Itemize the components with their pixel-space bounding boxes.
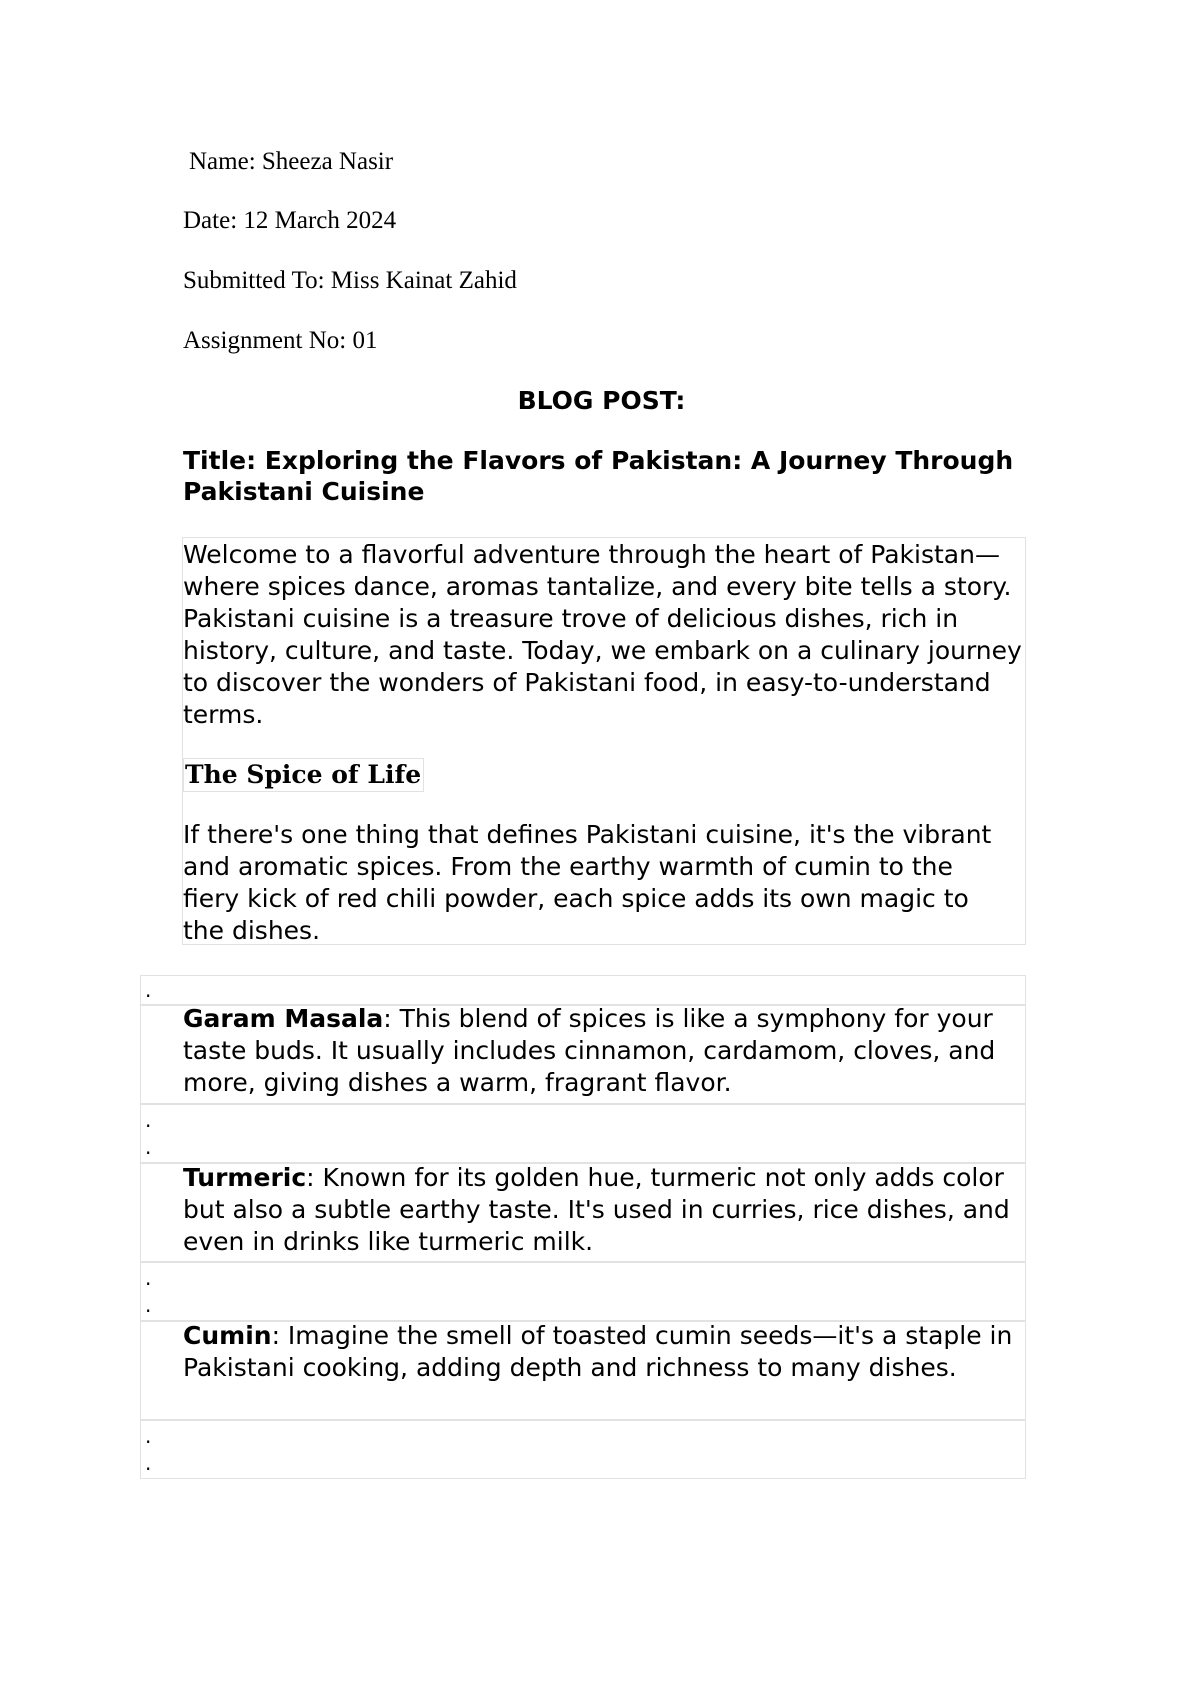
list-bullet: . xyxy=(145,1451,152,1475)
spice-term: Cumin xyxy=(183,1321,272,1350)
bullet-row-frame xyxy=(140,1262,1026,1321)
list-bullet: . xyxy=(145,1293,152,1317)
blog-post-title: Title: Exploring the Flavors of Pakistan: A Journey Through Pakistani Cuisine xyxy=(183,446,1014,506)
intro-paragraph: Welcome to a flavorful adventure through the heart of Pakistan—where spices dance, aromas tantalize, and every bite tells a story. Pakistani cuisine is a treasure trove of delicious dishes, rich in history, culture, and taste. Today, we embark on a culinary journey to discover the wonders of Pakistani food, in easy-to-understand terms. xyxy=(183,540,1022,729)
bullet-row-frame xyxy=(140,1420,1026,1479)
spice-description: : Known for its golden hue, turmeric not only adds color but also a subtle earthy taste. It's used in curries, rice dishes, and even in drinks like turmeric milk. xyxy=(183,1163,1010,1256)
list-item-cumin xyxy=(183,1320,1021,1384)
student-name: Name: Sheeza Nasir xyxy=(189,148,394,175)
spice-term: Garam Masala xyxy=(183,1004,384,1033)
list-bullet: . xyxy=(145,1108,152,1132)
list-bullet: . xyxy=(145,1266,152,1290)
list-bullet: . xyxy=(145,978,152,1002)
list-bullet: . xyxy=(145,1424,152,1448)
section-heading-spice-of-life: The Spice of Life xyxy=(183,758,424,792)
list-item-garam-masala xyxy=(183,1003,1021,1099)
blog-post-heading: BLOG POST: xyxy=(517,386,686,415)
spice-paragraph: If there's one thing that defines Pakistani cuisine, it's the vibrant and aromatic spices. From the earthy warmth of cumin to the fiery kick of red chili powder, each spice adds its own magic to the dishes. xyxy=(183,820,992,945)
list-item-turmeric xyxy=(183,1162,1021,1258)
assignment-number: Assignment No: 01 xyxy=(183,327,378,354)
submitted-to: Submitted To: Miss Kainat Zahid xyxy=(183,267,517,294)
submission-date: Date: 12 March 2024 xyxy=(183,207,397,234)
list-bullet: . xyxy=(145,1135,152,1159)
spice-description: : This blend of spices is like a symphony for your taste buds. It usually includes cinnamon, cardamom, cloves, and more, giving dishes a warm, fragrant flavor. xyxy=(183,1004,996,1097)
bullet-row-frame xyxy=(140,1104,1026,1163)
bullet-row-frame xyxy=(140,975,1026,1005)
spice-term: Turmeric xyxy=(183,1163,307,1192)
spice-description: : Imagine the smell of toasted cumin seeds—it's a staple in Pakistani cooking, adding depth and richness to many dishes. xyxy=(183,1321,1013,1382)
